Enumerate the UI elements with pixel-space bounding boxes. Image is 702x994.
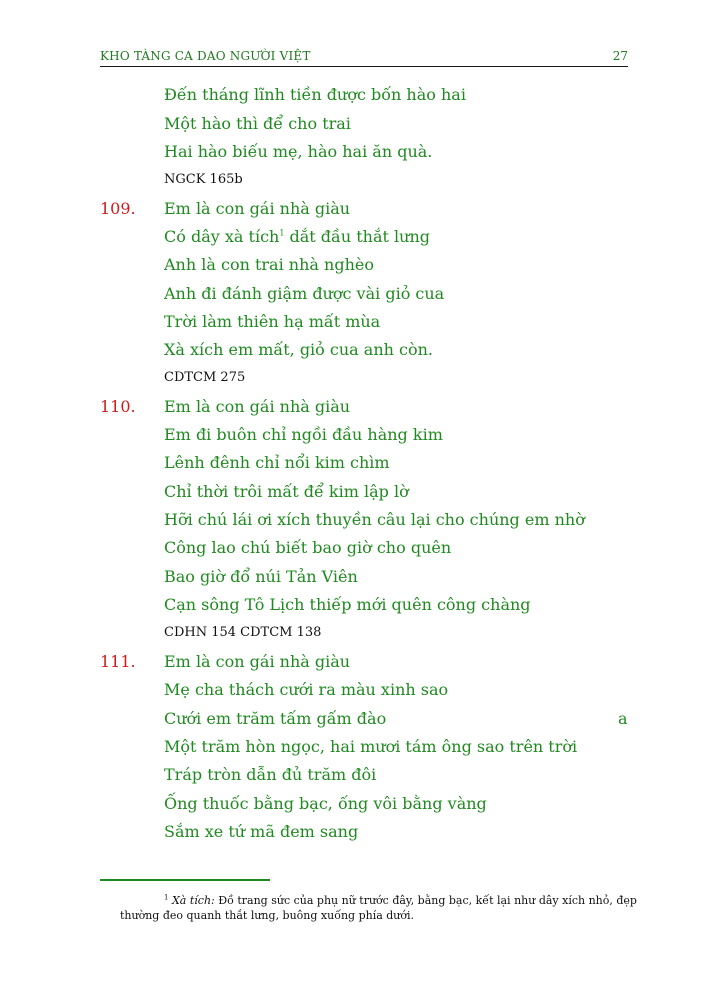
verse-line: Bao giờ đổ núi Tản Viên	[164, 567, 358, 586]
verse-line: Anh là con trai nhà nghèo	[164, 255, 374, 274]
poem-number: 110.	[100, 397, 136, 416]
verse-line: Em là con gái nhà giàu	[164, 397, 351, 416]
source-citation: NGCK 165b	[164, 172, 243, 187]
verse-line: Cạn sông Tô Lịch thiếp mới quên công chàng	[164, 595, 531, 614]
verse-line: Xà xích em mất, giỏ cua anh còn.	[164, 340, 433, 359]
running-header	[100, 48, 628, 67]
book-title: KHO TÀNG CA DAO NGƯỜI VIỆT	[100, 49, 311, 63]
footnote-marker: 1	[164, 893, 169, 902]
verse-line: Mẹ cha thách cưới ra màu xinh sao	[164, 680, 449, 699]
footnote-reference[interactable]: 1	[279, 228, 285, 238]
verse-line: Một trăm hòn ngọc, hai mươi tám ông sao trên trời	[164, 737, 578, 756]
verse-line: Hỡi chú lái ơi xích thuyền câu lại cho chúng em nhờ	[164, 510, 585, 529]
verse-line: Ống thuốc bằng bạc, ống vôi bằng vàng	[164, 794, 487, 813]
verse-line: Sắm xe tứ mã đem sang	[164, 822, 359, 841]
verse-line: Một hào thì để cho trai	[164, 114, 351, 133]
verse-line: Em đi buôn chỉ ngồi đầu hàng kim	[164, 425, 443, 444]
source-citation: CDTCM 275	[164, 370, 246, 385]
verse-line: Công lao chú biết bao giờ cho quên	[164, 538, 452, 557]
poem-number: 109.	[100, 199, 136, 218]
verse-line: Cưới em trăm tấm gấm đào	[164, 709, 387, 728]
verse-line: Trời làm thiên hạ mất mùa	[164, 312, 381, 331]
poem-number: 111.	[100, 652, 136, 671]
verse-line: Anh đi đánh giậm được vài giỏ cua	[164, 284, 445, 303]
verse-line: Đến tháng lĩnh tiền được bốn hào hai	[164, 85, 466, 104]
page-number: 27	[612, 49, 628, 63]
verse-line: Chỉ thời trôi mất để kim lập lờ	[164, 482, 409, 501]
footnote	[120, 893, 640, 923]
verse-text: Có dây xà tích	[164, 227, 280, 246]
stray-character: a	[618, 709, 628, 728]
verse-line: Hai hào biếu mẹ, hào hai ăn quà.	[164, 142, 433, 161]
footnote-divider	[100, 879, 270, 881]
verse-line: Em là con gái nhà giàu	[164, 199, 351, 218]
verse-line-with-footnote	[164, 227, 430, 246]
footnote-term: Xà tích:	[171, 894, 215, 907]
verse-line: Tráp tròn dẫn đủ trăm đôi	[164, 765, 377, 784]
source-citation: CDHN 154 CDTCM 138	[164, 625, 322, 640]
verse-line: Lênh đênh chỉ nổi kim chìm	[164, 453, 390, 472]
footnote-text: Đồ trang sức của phụ nữ trước đây, bằng bạc, kết lại như dây xích nhỏ, đẹp thường đeo quanh thắt lưng, buông xuống phía dưới.	[120, 894, 637, 922]
verse-line: Em là con gái nhà giàu	[164, 652, 351, 671]
verse-text: dắt đầu thắt lưng	[284, 227, 430, 246]
